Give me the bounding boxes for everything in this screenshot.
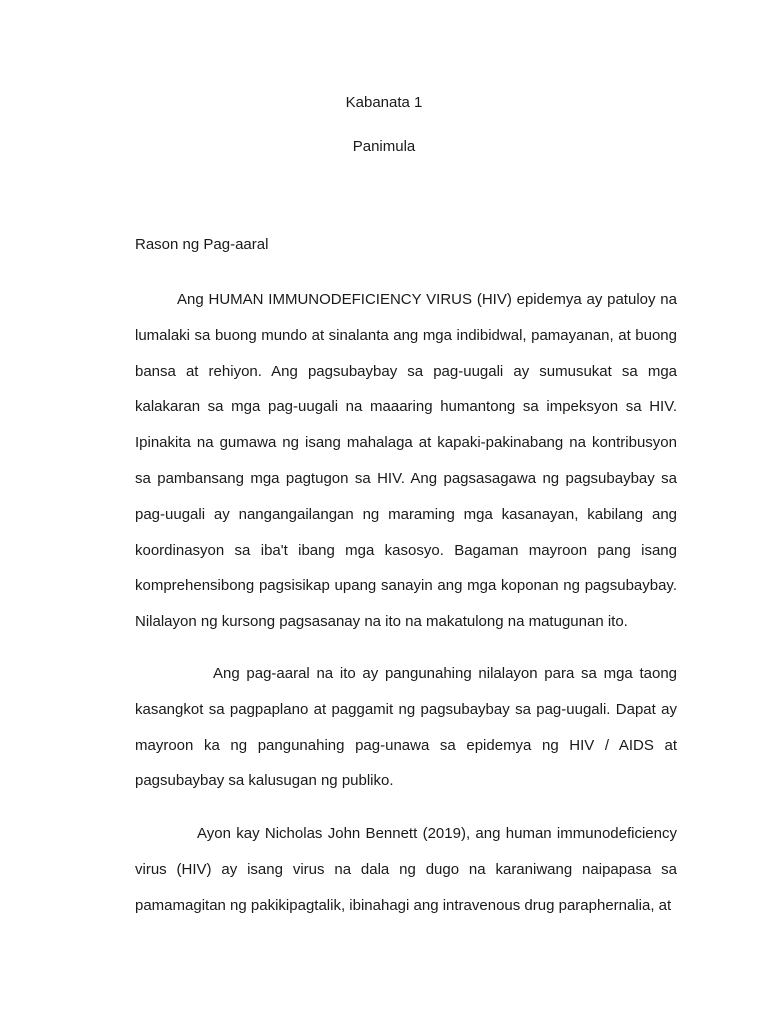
paragraph-2: Ang pag-aaral na ito ay pangunahing nilalayon para sa mga taong kasangkot sa pagpaplano at paggamit ng pagsubaybay sa pag-uugali. Dapat ay mayroon ka ng pangunahing pag-unawa sa epidemya ng HIV / AIDS at pagsubaybay sa kalusugan ng publiko.	[135, 665, 677, 790]
paragraph-3: Ayon kay Nicholas John Bennett (2019), ang human immunodeficiency virus (HIV) ay isang virus na dala ng dugo na karaniwang naipapasa sa pamamagitan ng pakikipagtalik, ibinahagi ang intravenous drug paraphernalia, at	[135, 825, 677, 914]
chapter-number: Kabanata 1	[345, 94, 423, 111]
section-heading: Rason ng Pag-aaral	[135, 236, 269, 253]
paragraph-1: Ang HUMAN IMMUNODEFICIENCY VIRUS (HIV) epidemya ay patuloy na lumalaki sa buong mundo at sinalanta ang mga indibidwal, pamayanan, at buong bansa at rehiyon. Ang pagsubaybay sa pag-uugali ay sumusukat sa mga kalakaran sa mga pag-uugali na maaaring humantong sa impeksyon sa HIV. Ipinakita na gumawa ng isang mahalaga at kapaki-pakinabang na kontribusyon sa pambansang mga pagtugon sa HIV. Ang pagsasagawa ng pagsubaybay sa pag-uugali ay nangangailangan ng maraming mga kasanayan, kabilang ang koordinasyon sa iba't ibang mga kasosyo. Bagaman mayroon pang isang komprehensibong pagsisikap upang sanayin ang mga koponan ng pagsubaybay. Nilalayon ng kursong pagsasanay na ito na makatulong na matugunan ito.	[135, 291, 677, 631]
chapter-title: Panimula	[352, 138, 416, 155]
